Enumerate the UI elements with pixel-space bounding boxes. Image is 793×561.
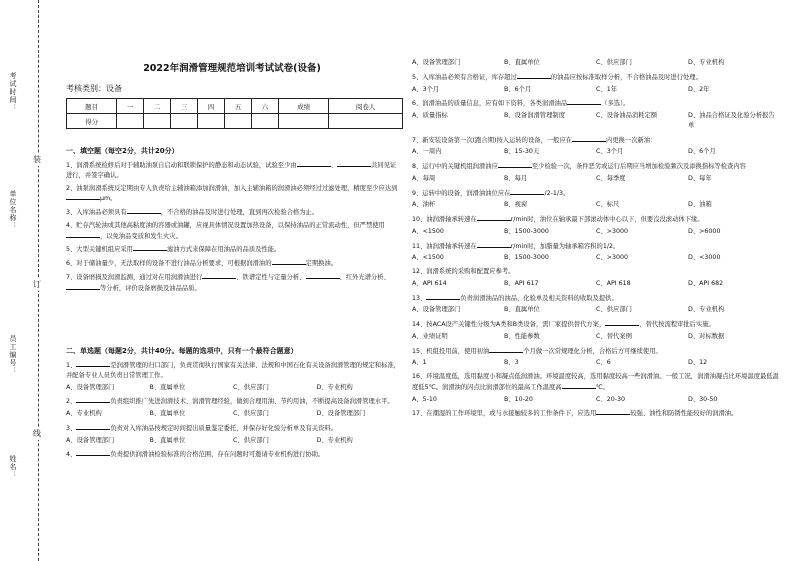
question-fragment: 、铁谱定性与定量分析、	[236, 273, 306, 281]
question-fragment: 6、对于储油量少，无法取样的设备不进行油品分析要求，可根据润滑油的	[66, 260, 272, 267]
answer-option[interactable]: C、供应部门	[233, 410, 269, 417]
question-text	[66, 396, 400, 407]
answer-option[interactable]: D、6个月	[688, 148, 716, 156]
answer-blank[interactable]	[306, 272, 340, 279]
option-row	[412, 111, 780, 131]
option-row	[412, 200, 780, 210]
question-fragment: 5、大型关键机组应采用	[66, 246, 133, 254]
answer-option[interactable]: D、2年	[688, 85, 710, 93]
question-fragment: 1、	[66, 362, 77, 369]
section1-body	[66, 160, 400, 296]
question-fragment: 5、入库油品必须有合格证，库存超过	[412, 73, 517, 81]
option-row	[412, 174, 780, 184]
answer-option[interactable]: A、设备管理部门	[66, 383, 115, 391]
answer-option[interactable]: D、油箱	[688, 201, 712, 209]
answer-option[interactable]: C、>3000	[596, 254, 628, 262]
question-text	[412, 241, 780, 252]
question-text	[412, 214, 780, 225]
answer-option[interactable]: C、6	[596, 359, 611, 367]
question-fragment: （多选）。	[601, 100, 630, 108]
answer-option[interactable]: C、设备油品消耗定额	[596, 112, 658, 119]
score-header-cell: 题目	[67, 99, 117, 114]
answer-option[interactable]: D、专业机构	[316, 383, 353, 391]
answer-option[interactable]: C、供应部门	[233, 436, 269, 444]
answer-option[interactable]: A、每周	[412, 174, 436, 182]
answer-option[interactable]: A、3个月	[412, 85, 440, 93]
answer-option[interactable]: B、设备润滑管理制度	[504, 112, 565, 119]
question-text	[412, 346, 780, 357]
question-fragment: 负责润滑油品的油品、化验单及相关资料的收取及提供。	[460, 294, 618, 302]
answer-blank[interactable]	[477, 241, 511, 248]
answer-blank[interactable]	[477, 214, 511, 221]
option-row	[66, 409, 400, 419]
question-fragment: 16、环境温度低，选用黏度小和凝点低润滑油。环境温度较高，选用黏度较高一些润滑油。一般工况，润滑油凝点比环境温度最低温度低5℃。润滑油的闪点比润滑部位的最高工作温度高	[412, 373, 779, 391]
answer-option[interactable]: A、设备管理部门	[66, 436, 115, 444]
question-text	[66, 449, 400, 460]
unit-name-label: 单位名称：	[9, 190, 17, 230]
answer-option[interactable]: A、<1500	[412, 254, 444, 262]
question-text	[66, 221, 400, 242]
answer-option[interactable]: C、标尺	[596, 201, 620, 209]
question-fragment: 负责提供润滑油检验标准的合格范围，存在问题时可邀请专业机构进行协助。	[110, 451, 325, 459]
answer-blank[interactable]	[498, 161, 532, 168]
answer-blank[interactable]	[66, 193, 100, 200]
question-text	[412, 188, 780, 199]
answer-option[interactable]: A、<1500	[412, 227, 444, 235]
answer-blank[interactable]	[297, 160, 331, 167]
score-cell	[198, 114, 225, 129]
question-fragment: 1、润滑系统检修后对于辅助油泵自启动和联锁保护的静态和动态试验，试验至少由	[66, 162, 297, 169]
score-header-cell: 四	[198, 99, 225, 114]
question-fragment: 共同见证进行，并签字确认。	[66, 162, 397, 179]
answer-blank[interactable]	[337, 160, 371, 167]
answer-option[interactable]: B、直属单位	[149, 410, 186, 417]
section2-left-body	[66, 360, 400, 462]
score-cell	[144, 114, 171, 129]
question-fragment: 的油品应按标准取样分析，不合格油品及时进行处理。	[550, 73, 702, 81]
answer-option[interactable]: B、直属单位	[149, 383, 186, 391]
answer-option[interactable]: B、视窗	[504, 201, 528, 209]
question-fragment: 个月做一次常规理化分析，合格后方可继续使用。	[523, 347, 662, 355]
option-row	[412, 85, 780, 95]
name-label: 姓名：	[9, 455, 17, 479]
score-header-cell: 一	[117, 99, 144, 114]
answer-option[interactable]: A、设备管理部门	[412, 306, 461, 314]
question-fragment: 至少检验一次，条件恶劣或运行后期应当增加检验频次及添换指标等检查内容	[531, 163, 746, 170]
answer-option[interactable]: B、10-20	[504, 395, 533, 403]
question-fragment: 17、在潮湿的工作环境里，或与水接触较多的工作条件下，应选用	[412, 410, 597, 418]
answer-option[interactable]: B、3	[504, 359, 519, 367]
option-row	[412, 227, 780, 237]
answer-blank[interactable]	[572, 135, 606, 142]
question-text	[412, 161, 780, 172]
question-text	[66, 272, 400, 294]
score-cell	[278, 114, 328, 129]
question-fragment: 3、	[66, 424, 77, 432]
answer-option[interactable]: B、1500-3000	[504, 254, 549, 262]
question-text	[412, 319, 780, 330]
subject-label: 考核类别：设备	[66, 84, 122, 93]
answer-blank[interactable]	[76, 360, 110, 367]
question-fragment: 15、机组投用前，使用初油	[412, 347, 490, 355]
question-text	[412, 267, 780, 277]
question-fragment: 4、	[66, 451, 77, 459]
question-fragment: 、	[330, 162, 337, 169]
question-fragment: ，以免油品变质和发生火灾。	[100, 232, 182, 240]
question-fragment: 滤油方式来保障在用油品的品质及性能。	[166, 246, 281, 254]
question-fragment: 14、按ACA设产关键性分级为A类和B类设备，需厂家提供替代方案，	[412, 321, 606, 328]
answer-option[interactable]: C、供应部门	[233, 383, 269, 391]
question-fragment: 13、	[412, 294, 427, 302]
question-fragment: ℃。	[595, 383, 609, 391]
score-cell	[251, 114, 278, 129]
question-fragment: 10、油润滑轴承转速在	[412, 216, 477, 223]
question-fragment: r/min时，加脂量为轴承箱容积的1/2。	[510, 242, 620, 250]
answer-blank[interactable]	[567, 98, 601, 105]
question-fragment: 较强、油性和防锈性能较好的润滑油。	[630, 410, 738, 418]
score-header-cell: 阅卷人	[329, 99, 403, 114]
answer-blank[interactable]	[76, 396, 110, 403]
score-header-cell: 三	[171, 99, 198, 114]
answer-option[interactable]: D、<3000	[688, 254, 721, 262]
question-text	[66, 207, 400, 218]
question-text	[412, 408, 780, 419]
question-fragment: 等分析，评价设备磨损及油品品质。	[100, 284, 201, 292]
answer-option[interactable]: B、1500-3000	[504, 227, 549, 235]
score-table	[66, 98, 403, 129]
score-header-row	[67, 99, 403, 114]
answer-blank[interactable]	[76, 449, 110, 456]
answer-blank[interactable]	[426, 293, 460, 300]
question-fragment: r/min时，油位在轴承最下部滚动体中心以下，但要沒没滚动体下缘。	[510, 216, 704, 223]
option-row	[66, 436, 400, 446]
option-row	[412, 395, 780, 405]
question-text	[66, 244, 400, 255]
answer-blank[interactable]	[596, 408, 630, 415]
answer-option[interactable]: D、油品合格证及化验分析报告单	[688, 112, 775, 129]
score-header-cell: 六	[251, 99, 278, 114]
section2-heading: 二、单选题（每题2分，共计40分。每题的选项中，只有一个最符合题意）	[66, 347, 298, 355]
answer-blank[interactable]	[510, 188, 544, 195]
answer-option[interactable]: B、每月	[504, 174, 528, 182]
question-fragment: 7、新安装设备第一次(跑合期)按入运转的设备，一般应在	[412, 136, 573, 144]
answer-option[interactable]: A、油杯	[412, 201, 436, 209]
question-fragment: 7、设备磨损及润滑监测，通过对在用润滑油进行	[66, 273, 203, 281]
answer-option[interactable]: B、API 617	[504, 279, 539, 287]
question-fragment: 定期换油。	[305, 260, 337, 267]
score-row-label: 得分	[67, 114, 117, 129]
answer-option[interactable]: A、业绩证明	[412, 332, 448, 340]
question-text	[66, 258, 400, 269]
question-fragment: 2、	[66, 398, 77, 406]
answer-option[interactable]: C、3个月	[596, 148, 624, 156]
answer-option[interactable]: A、API 614	[412, 279, 447, 287]
question-fragment: 6、润滑油品的质量信息，应有如下资料，各类润滑油品	[412, 100, 568, 108]
answer-blank[interactable]	[517, 72, 551, 79]
question-fragment: 12、润滑系统的采购和配置应参考。	[412, 268, 515, 275]
score-header-cell: 二	[144, 99, 171, 114]
answer-option[interactable]: D、专业机构	[688, 306, 725, 314]
answer-option[interactable]: C、>3000	[596, 227, 628, 235]
answer-option[interactable]: C、替代案例	[596, 332, 632, 340]
exam-time-label: 考试时间：	[9, 72, 17, 112]
answer-option[interactable]: D、专业机构	[316, 436, 353, 444]
question-fragment: μm。	[100, 195, 117, 203]
option-row	[412, 253, 780, 263]
answer-option[interactable]: D、>6000	[688, 227, 721, 235]
cut-char-zhuang: 装	[33, 155, 41, 164]
answer-blank[interactable]	[66, 231, 100, 238]
question-text	[412, 135, 780, 146]
question-text	[412, 72, 780, 83]
score-row	[67, 114, 403, 129]
question-fragment: ，不合格的油品及时进行处理，直到再次检验合格为止。	[160, 209, 319, 216]
question-text	[412, 98, 780, 109]
cut-char-xian: 线	[33, 429, 41, 438]
answer-option[interactable]: C、每季度	[596, 174, 626, 182]
question-fragment: 4、贮存汽轮油或其他高粘度油的容器或油罐，应视具体情况设置加热设备，以保持油品的正常流动性，但严禁使用	[66, 221, 385, 229]
answer-option[interactable]: A、专业机构	[66, 410, 102, 417]
answer-option[interactable]: D、API 682	[688, 279, 724, 287]
option-row	[66, 383, 400, 393]
option-row	[412, 58, 780, 68]
question-fragment: 2、油泵润滑系统反定期由专人负责给主辅油箱添加润滑油，加入主辅油箱的润滑油必须经过过滤处理，精度至少应达到	[66, 184, 398, 192]
score-cell	[171, 114, 198, 129]
cut-char-ding: 订	[33, 280, 41, 289]
section2-right-body	[412, 58, 780, 421]
answer-option[interactable]: A、5-10	[412, 395, 437, 403]
answer-blank[interactable]	[127, 207, 161, 214]
answer-option[interactable]: B、6个月	[504, 85, 532, 93]
score-cell	[225, 114, 252, 129]
score-cell	[117, 114, 144, 129]
question-text	[412, 372, 780, 393]
question-text	[66, 184, 400, 205]
question-text	[412, 293, 780, 304]
option-row	[412, 279, 780, 289]
answer-option[interactable]: C、1年	[596, 85, 617, 93]
answer-option[interactable]: B、性能参数	[504, 332, 540, 340]
answer-option[interactable]: C、供应部门	[596, 306, 632, 314]
answer-option[interactable]: B、直属单位	[149, 436, 186, 444]
score-cell	[329, 114, 403, 129]
question-fragment: ，替代按流程审批后实施。	[639, 321, 715, 328]
answer-option[interactable]: D、30-50	[688, 395, 718, 403]
answer-option[interactable]: D、对标数据	[688, 332, 725, 340]
answer-option[interactable]: B、直属单位	[504, 306, 540, 314]
question-fragment: 是润滑管理的归口部门，负责贯彻执行国家有关法律、法规和中国石化有关设备润滑管理的规定和标准，并配备专业人员负责日常管理工作。	[66, 362, 400, 379]
option-row	[412, 332, 780, 342]
binding-margin	[0, 0, 56, 561]
option-row	[412, 305, 780, 315]
question-fragment: 负责组织推广先进润滑技术、润滑管理经验，做到合理用油、节约用油，不断提高设备润滑管理水平。	[110, 398, 394, 406]
answer-blank[interactable]	[76, 423, 110, 430]
answer-blank[interactable]	[489, 346, 523, 353]
answer-blank[interactable]	[272, 258, 306, 265]
answer-option[interactable]: D、每年	[688, 174, 712, 182]
score-header-cell: 成绩	[278, 99, 328, 114]
question-fragment: 、红外光谱分析、	[339, 273, 390, 281]
answer-option[interactable]: C、供应部门	[596, 59, 632, 66]
option-row	[412, 147, 780, 157]
answer-option[interactable]: D、设备管理部门	[316, 410, 366, 417]
answer-option[interactable]: B、直属单位	[504, 59, 540, 66]
answer-option[interactable]: B、15-30天	[504, 148, 540, 156]
question-fragment: 9、运转中的设备，润滑油油位应在	[412, 189, 511, 197]
question-text	[66, 360, 400, 381]
exam-title: 2022年润滑管理规范培训考试试卷(设备)	[143, 63, 321, 74]
question-fragment: /2-1/3。	[544, 189, 570, 197]
option-row	[412, 358, 780, 368]
answer-option[interactable]: D、专业机构	[688, 59, 725, 66]
question-text	[66, 160, 400, 181]
answer-option[interactable]: A、1	[412, 359, 427, 367]
section1-heading: 一、填空题（每空2分，共计20分）	[66, 147, 179, 155]
answer-blank[interactable]	[562, 382, 596, 389]
question-fragment: 11、油润滑轴承转速在	[412, 242, 477, 250]
answer-blank[interactable]	[202, 272, 236, 279]
question-fragment: 3、入库油品必须具有	[66, 209, 127, 216]
answer-option[interactable]: A、设备管理部门	[412, 59, 461, 66]
question-text	[66, 423, 400, 434]
answer-option[interactable]: A、质量指标	[412, 112, 448, 119]
answer-option[interactable]: D、12	[688, 359, 708, 367]
employee-id-label: 员工编号：	[9, 335, 17, 375]
question-fragment: 负责对入库油品按规定时间提出质量鉴定委托，并保存好化验分析单及有关资料。	[110, 424, 337, 432]
question-fragment: 8、运行中的关键机组润滑油应	[412, 163, 498, 170]
answer-option[interactable]: C、API 618	[596, 279, 631, 287]
answer-blank[interactable]	[66, 283, 100, 290]
answer-blank[interactable]	[133, 244, 167, 251]
answer-option[interactable]: A、一周内	[412, 148, 442, 156]
answer-option[interactable]: C、20-30	[596, 395, 625, 403]
answer-blank[interactable]	[605, 319, 639, 326]
score-header-cell: 五	[225, 99, 252, 114]
question-fragment: 内更换一次新油：	[606, 136, 657, 144]
